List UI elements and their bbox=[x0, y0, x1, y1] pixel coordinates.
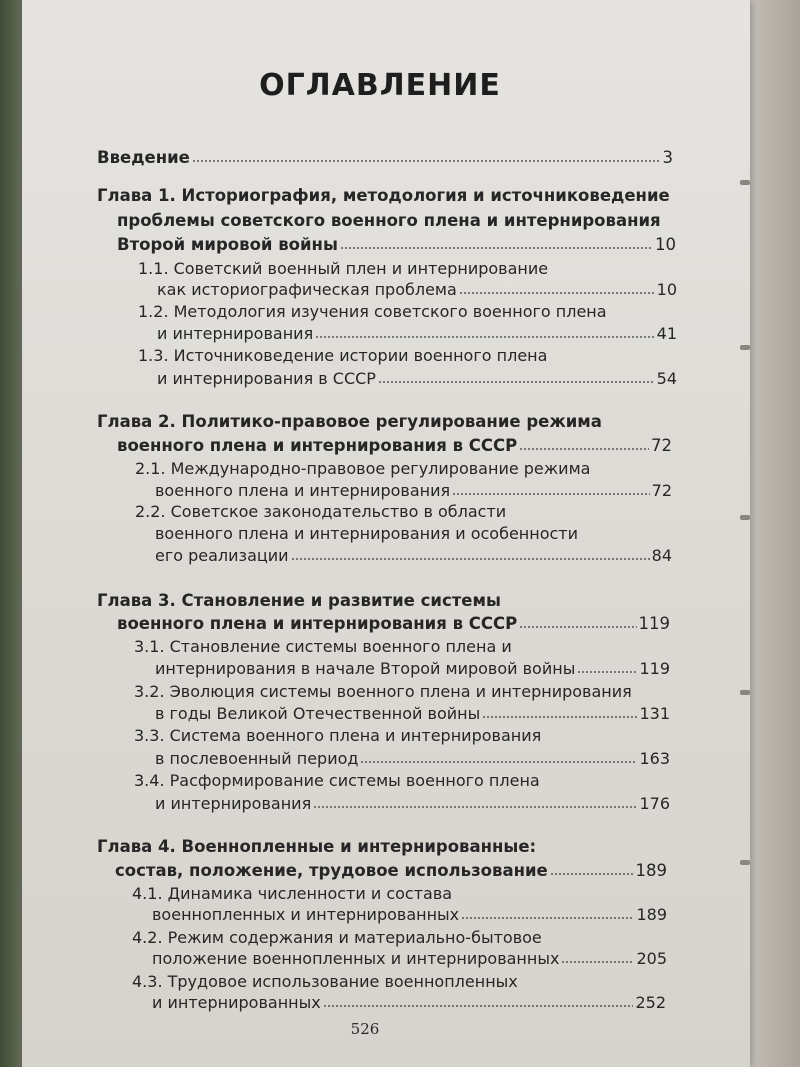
section-line: 1.3. Источниковедение истории военного плена bbox=[138, 346, 548, 365]
dot-leader bbox=[192, 159, 661, 163]
dot-leader bbox=[577, 670, 637, 674]
toc-entry-section-1-3[interactable] bbox=[157, 369, 677, 388]
binding-stitch bbox=[740, 180, 750, 185]
toc-page-number: 189 bbox=[635, 861, 667, 880]
dot-leader bbox=[323, 1004, 634, 1008]
dot-leader bbox=[315, 335, 654, 339]
toc-entry-label: состав, положение, трудовое использование bbox=[115, 861, 548, 880]
dot-leader bbox=[360, 760, 637, 764]
section-line: 2.2. Советское законодательство в области bbox=[135, 502, 507, 521]
toc-entry-label: его реализации bbox=[155, 546, 289, 565]
toc-page-number: 252 bbox=[635, 993, 666, 1012]
toc-entry-section-1-2[interactable] bbox=[157, 324, 677, 343]
toc-entry-section-4-3[interactable] bbox=[152, 993, 666, 1012]
toc-page-number: 3 bbox=[662, 148, 673, 167]
chapter-heading-line: Глава 2. Политико-правовое регулирование режима bbox=[97, 412, 602, 431]
chapter-heading-line: проблемы советского военного плена и интернирования bbox=[117, 211, 661, 230]
toc-entry-section-3-1[interactable] bbox=[155, 659, 670, 678]
dot-leader bbox=[561, 960, 634, 964]
toc-entry-section-3-2[interactable] bbox=[155, 704, 670, 723]
dot-leader bbox=[313, 805, 637, 809]
toc-entry-label: и интернирования в СССР bbox=[157, 369, 376, 388]
toc-page-number: 205 bbox=[636, 949, 667, 968]
chapter-heading-line: Глава 4. Военнопленные и интернированные: bbox=[97, 837, 537, 856]
section-line: 3.3. Система военного плена и интернирования bbox=[134, 726, 542, 745]
section-line: 1.1. Советский военный плен и интернирование bbox=[138, 259, 549, 278]
toc-page-number: 131 bbox=[639, 704, 670, 723]
toc-entry-section-4-2[interactable] bbox=[152, 949, 667, 968]
toc-entry-label: и интернированных bbox=[152, 993, 321, 1012]
dot-leader bbox=[461, 916, 634, 920]
page-number: 526 bbox=[350, 1020, 380, 1038]
toc-entry-chapter-2[interactable] bbox=[117, 436, 672, 455]
toc-entry-section-3-4[interactable] bbox=[155, 794, 670, 813]
toc-entry-label: в годы Великой Отечественной войны bbox=[155, 704, 481, 723]
toc-entry-label: военного плена и интернирования bbox=[155, 481, 451, 500]
toc-entry-label: и интернирования bbox=[157, 324, 314, 343]
dot-leader bbox=[452, 492, 650, 496]
toc-entry-label: интернирования в начале Второй мировой войны bbox=[155, 659, 576, 678]
section-line: 4.2. Режим содержания и материально-бытовое bbox=[132, 928, 542, 947]
toc-page-number: 41 bbox=[656, 324, 677, 343]
toc-page-number: 163 bbox=[639, 749, 670, 768]
toc-entry-label: Введение bbox=[97, 148, 190, 167]
toc-entry-chapter-4[interactable] bbox=[115, 861, 667, 880]
toc-page-number: 119 bbox=[638, 614, 670, 633]
page-edge bbox=[742, 0, 800, 1067]
section-line: 4.3. Трудовое использование военнопленных bbox=[132, 972, 518, 991]
toc-page-number: 176 bbox=[639, 794, 670, 813]
dot-leader bbox=[340, 246, 653, 250]
binding-stitch bbox=[740, 690, 750, 695]
toc-entry-label: военного плена и интернирования в СССР bbox=[117, 614, 518, 633]
section-line: 3.1. Становление системы военного плена и bbox=[134, 637, 512, 656]
dot-leader bbox=[519, 447, 649, 451]
dot-leader bbox=[519, 625, 636, 629]
toc-entry-chapter-3[interactable] bbox=[117, 614, 670, 633]
toc-entry-section-2-2[interactable] bbox=[155, 546, 672, 565]
section-line: 4.1. Динамика численности и состава bbox=[132, 884, 453, 903]
binding-stitch bbox=[740, 345, 750, 350]
dot-leader bbox=[482, 715, 637, 719]
toc-page-number: 72 bbox=[651, 436, 672, 455]
toc-entry-label: положение военнопленных и интернированных bbox=[152, 949, 560, 968]
toc-entry-section-1-1[interactable] bbox=[157, 280, 677, 299]
toc-page-number: 189 bbox=[636, 905, 667, 924]
toc-entry-label: как историографическая проблема bbox=[157, 280, 457, 299]
chapter-heading-line: Глава 3. Становление и развитие системы bbox=[97, 591, 501, 610]
dot-leader bbox=[291, 557, 650, 561]
section-line: 3.4. Расформирование системы военного плена bbox=[134, 771, 540, 790]
dot-leader bbox=[550, 872, 634, 876]
toc-entry-label: Второй мировой войны bbox=[117, 235, 338, 254]
toc-entry-intro[interactable] bbox=[97, 148, 673, 167]
toc-page-number: 119 bbox=[639, 659, 670, 678]
dot-leader bbox=[378, 380, 655, 384]
toc-entry-label: в послевоенный период bbox=[155, 749, 359, 768]
toc-entry-label: военного плена и интернирования в СССР bbox=[117, 436, 518, 455]
section-line: военного плена и интернирования и особенности bbox=[155, 524, 579, 543]
toc-page-number: 72 bbox=[651, 481, 672, 500]
section-line: 2.1. Международно-правовое регулирование режима bbox=[135, 459, 591, 478]
toc-page-number: 54 bbox=[656, 369, 677, 388]
toc-page-number: 84 bbox=[651, 546, 672, 565]
toc-entry-label: и интернирования bbox=[155, 794, 312, 813]
page-title: ОГЛАВЛЕНИЕ bbox=[259, 68, 501, 103]
chapter-heading-line: Глава 1. Историография, методология и источниковедение bbox=[97, 186, 670, 205]
toc-page-number: 10 bbox=[655, 235, 676, 254]
section-line: 1.2. Методология изучения советского военного плена bbox=[138, 302, 607, 321]
toc-entry-section-3-3[interactable] bbox=[155, 749, 670, 768]
binding-stitch bbox=[740, 860, 750, 865]
binding-stitch bbox=[740, 515, 750, 520]
dot-leader bbox=[459, 291, 655, 295]
toc-entry-section-2-1[interactable] bbox=[155, 481, 672, 500]
toc-entry-label: военнопленных и интернированных bbox=[152, 905, 460, 924]
section-line: 3.2. Эволюция системы военного плена и интернирования bbox=[134, 682, 632, 701]
toc-page-number: 10 bbox=[656, 280, 677, 299]
toc-entry-section-4-1[interactable] bbox=[152, 905, 667, 924]
toc-entry-chapter-1[interactable] bbox=[117, 235, 676, 254]
